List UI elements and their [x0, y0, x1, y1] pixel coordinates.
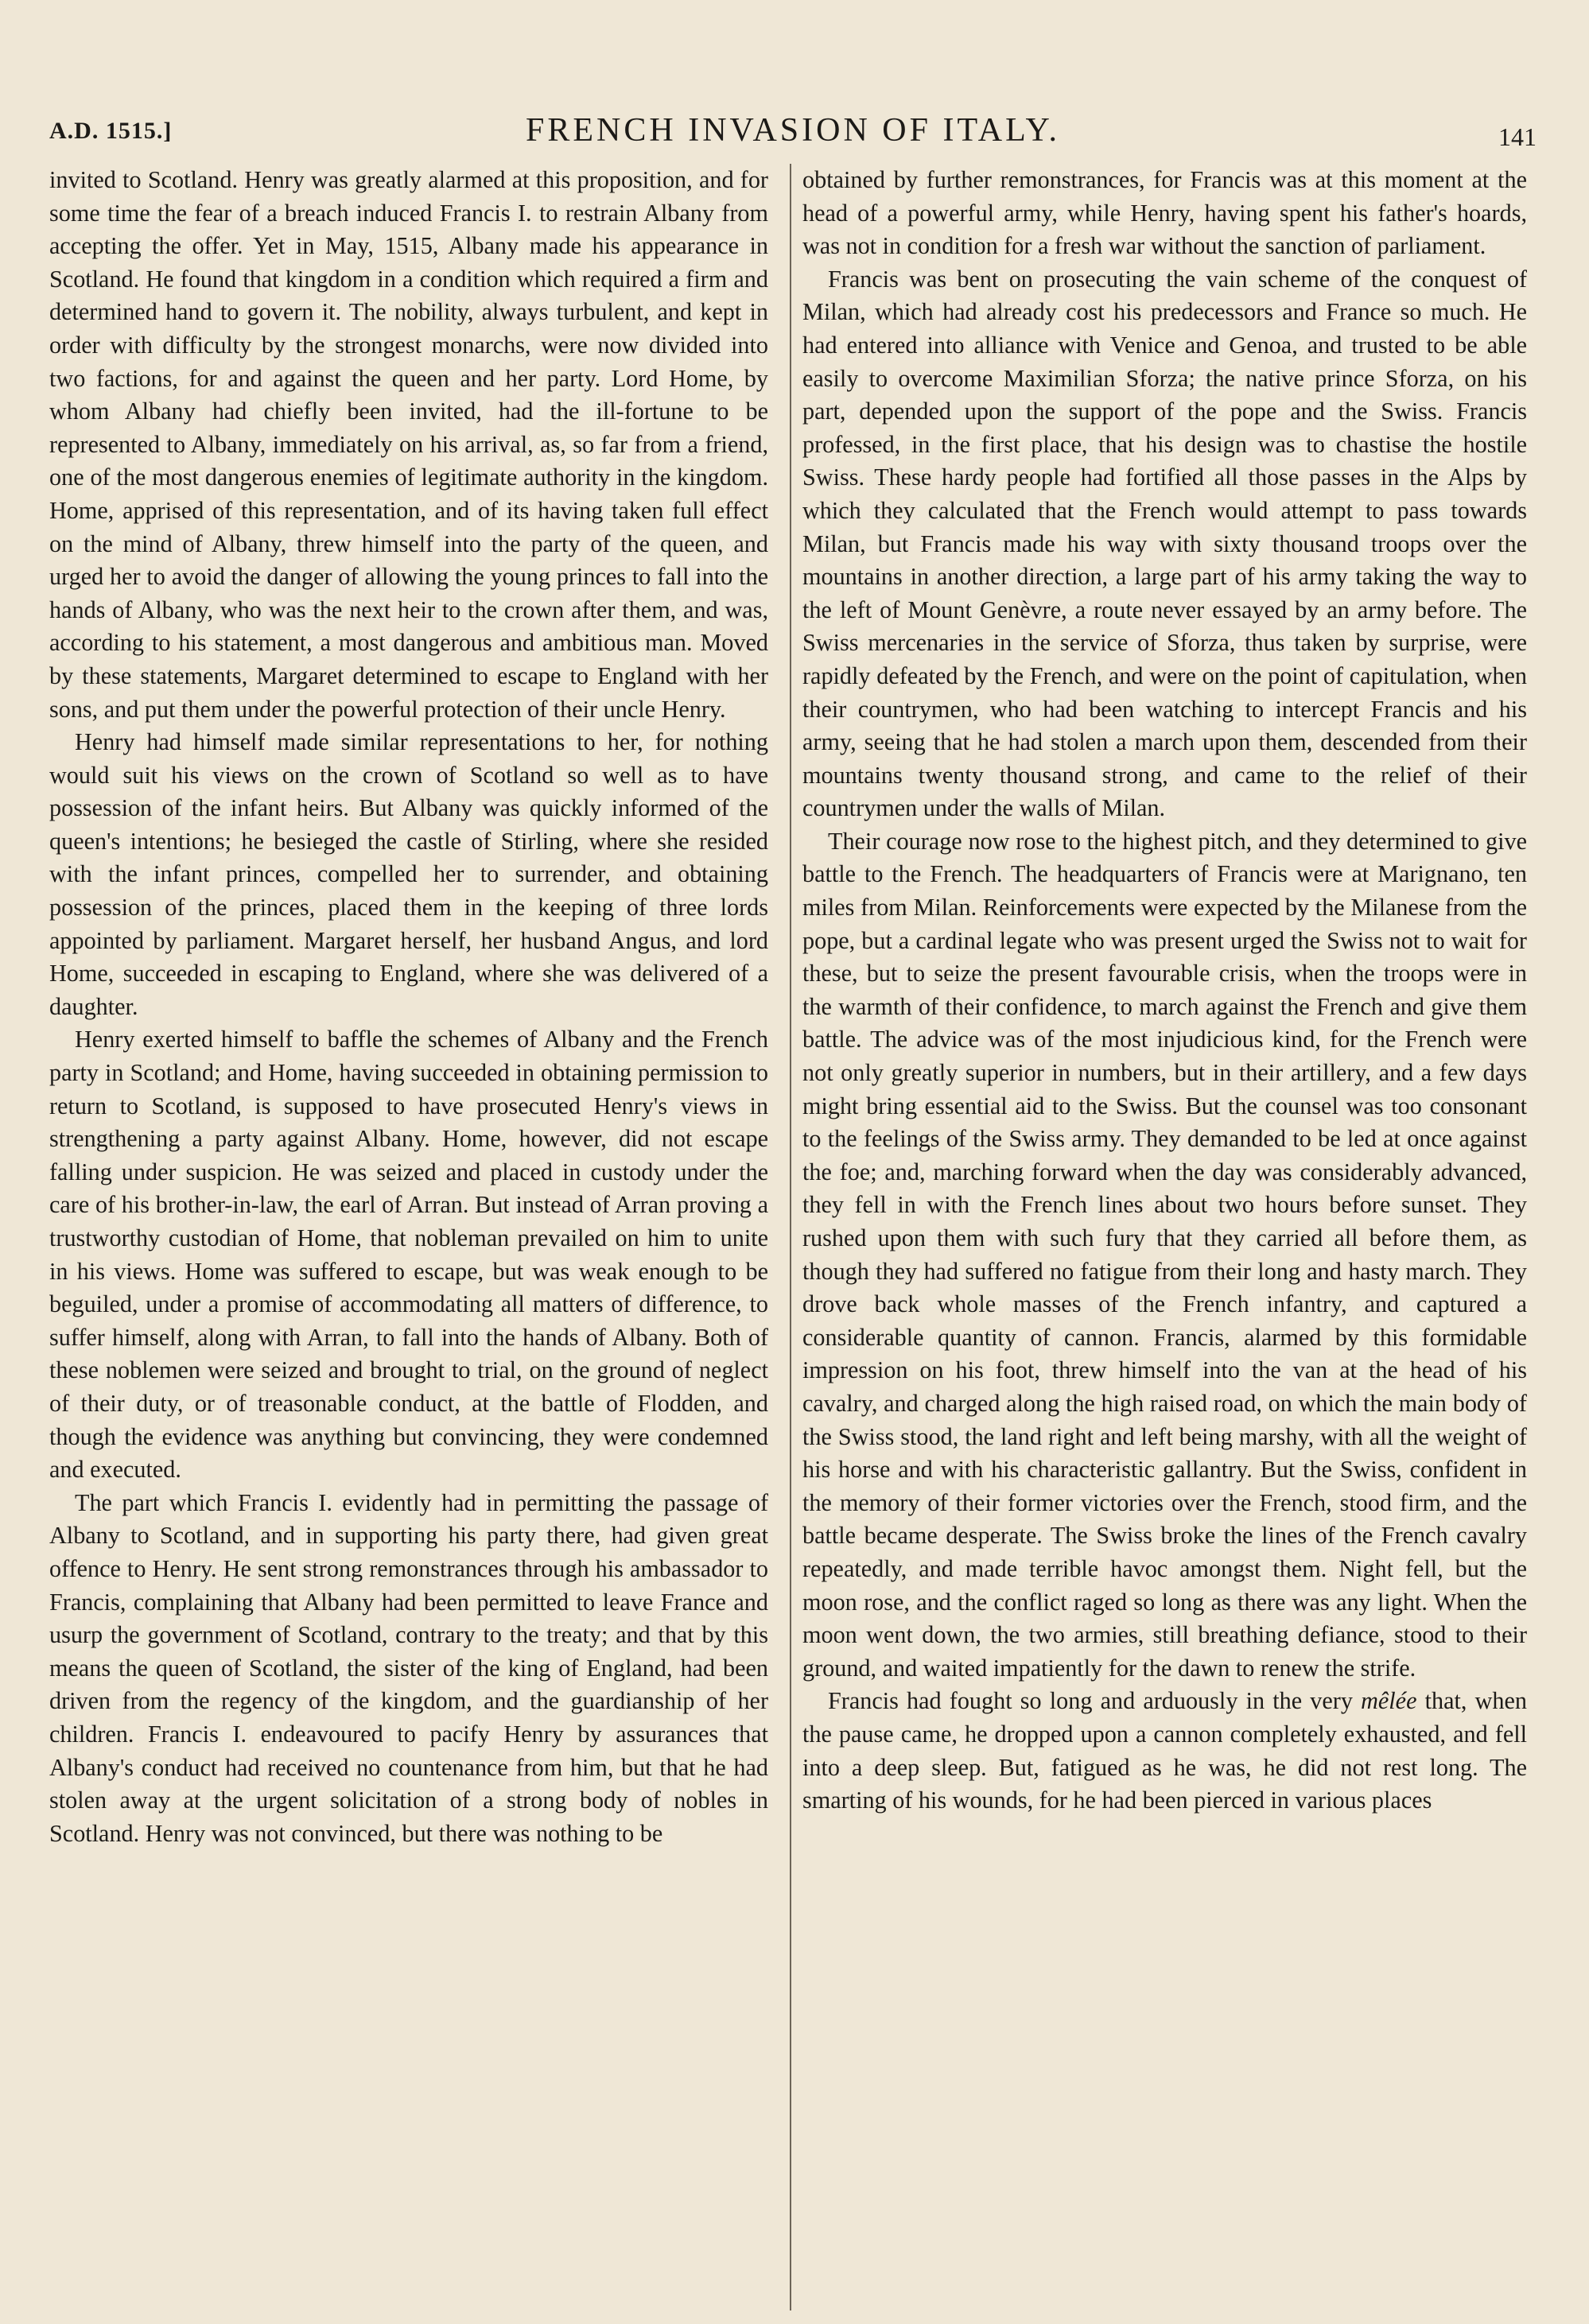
paragraph: invited to Scotland. Henry was greatly alarmed at this proposition, and for some time the fear of a breach induced Francis I. to restrain Albany from accepting the offer. Yet in May, 1515, Albany made his appearance in Scotland. He found that kingdom in a condition which required a firm and determined hand to govern it. The nobility, always turbulent, and kept in order with difficulty by the strongest monarchs, were now divided into two factions, for and against the queen and her party. Lord Home, by whom Albany had chiefly been invited, had the ill-fortune to be represented to Albany, immediately on his arrival, as, so far from a friend, one of the most dangerous enemies of legitimate authority in the kingdom. Home, apprised of this representation, and of its having taken full effect on the mind of Albany, threw himself into the party of the queen, and urged her to avoid the danger of allowing the young princes to fall into the hands of Albany, who was the next heir to the crown after them, and was, according to his statement, a most dangerous and ambitious man. Moved by these statements, Margaret determined to escape to England with her sons, and put them under the powerful protection of their uncle Henry.	[49, 166, 768, 723]
paragraph: Their courage now rose to the highest pitch, and they determined to give battle to the French. The headquarters of Francis were at Marignano, ten miles from Milan. Reinforcements were expected by the Milanese from the pope, but a cardinal legate who was present urged the Swiss not to wait for these, but to seize the present favourable crisis, when the troops were in the warmth of their confidence, to march against the French and give them battle. The advice was of the most injudicious kind, for the French were not only greatly superior in numbers, but in their artillery, and a few days might bring essential aid to the Swiss. But the counsel was too consonant to the feelings of the Swiss army. They demanded to be led at once against the foe; and, marching forward when the day was considerably advanced, they fell in with the French lines about two hours before sunset. They rushed upon them with such fury that they carried all before them, as though they had suffered no fatigue from their long and hasty march. They drove back whole masses of the French infantry, and captured a considerable quantity of cannon. Francis, alarmed by this formidable impression on his foot, threw himself into the van at the head of his cavalry, and charged along the high raised road, on which the main body of the Swiss stood, the land right and left being marshy, with all the weight of his horse and with his characteristic gallantry. But the Swiss, confident in the memory of their former victories over the French, stood firm, and the battle became desperate. The Swiss broke the lines of the French cavalry repeatedly, and made terrible havoc amongst them. Night fell, but the moon rose, and the conflict raged so long as there was any light. When the moon went down, the two armies, still breathing defiance, stood to their ground, and waited impatiently for the dawn to renew the strife.	[802, 827, 1527, 1682]
paragraph: Henry exerted himself to baffle the schemes of Albany and the French party in Scotland; and Home, having succeeded in obtaining permission to return to Scotland, is supposed to have prosecuted Henry's views in strengthening a party against Albany. Home, however, did not escape falling under suspicion. He was seized and placed in custody under the care of his brother-in-law, the earl of Arran. But instead of Arran proving a trustworthy custodian of Home, that nobleman prevailed on him to unite in his views. Home was suffered to escape, but was weak enough to be beguiled, under a promise of accommodating all matters of difference, to suffer himself, along with Arran, to fall into the hands of Albany. Both of these noblemen were seized and brought to trial, on the ground of neglect of their duty, or of treasonable conduct, at the battle of Flodden, and though the evidence was anything but convincing, they were condemned and executed.	[49, 1026, 768, 1484]
header-date: A.D. 1515.]	[49, 118, 173, 144]
paragraph-text: that, when the pause came, he dropped upon a cannon completely exhausted, and fell into a deep sleep. But, fatigued as he was, he did not rest long. The smarting of his wounds, for he had been pierced in various places	[802, 1687, 1527, 1814]
page-title: FRENCH INVASION OF ITALY.	[526, 112, 1060, 149]
right-column	[790, 164, 1527, 2310]
left-column	[49, 164, 768, 2310]
paragraph: obtained by further remonstrances, for Francis was at this moment at the head of a powerful army, while Henry, having spent his father's hoards, was not in condition for a fresh war without the sanction of parliament.	[802, 166, 1527, 260]
paragraph: The part which Francis I. evidently had in permitting the passage of Albany to Scotland, and in supporting his party there, had given great offence to Henry. He sent strong remonstrances through his ambassador to Francis, complaining that Albany had been permitted to leave France and usurp the government of Scotland, contrary to the treaty; and that by this means the queen of Scotland, the sister of the king of England, had been driven from the regency of the kingdom, and the guardianship of her children. Francis I. endeavoured to pacify Henry by assurances that Albany's conduct had received no countenance from him, but that he had stolen away at the urgent solicitation of a strong body of nobles in Scotland. Henry was not convinced, but there was nothing to be	[49, 1488, 768, 1847]
paragraph-text: Francis had fought so long and arduously in the very	[828, 1687, 1353, 1715]
page-number: 141	[1498, 122, 1537, 151]
paragraph	[802, 1685, 1527, 1817]
italic-term: mêlée	[1361, 1687, 1417, 1715]
paragraph: Henry had himself made similar representations to her, for nothing would suit his views on the crown of Scotland so well as to have possession of the infant heirs. But Albany was quickly informed of the queen's intentions; he besieged the castle of Stirling, where she resided with the infant princes, compelled her to surrender, and obtaining possession of the princes, placed them in the keeping of three lords appointed by parliament. Margaret herself, her husband Angus, and lord Home, succeeded in escaping to England, where she was delivered of a daughter.	[49, 728, 768, 1020]
running-header	[49, 111, 1537, 159]
paragraph: Francis was bent on prosecuting the vain scheme of the conquest of Milan, which had already cost his predecessors and France so much. He had entered into alliance with Venice and Genoa, and trusted to be able easily to overcome Maximilian Sforza; the native prince Sforza, on his part, depended upon the support of the pope and the Swiss. Francis professed, in the first place, that his design was to chastise the hostile Swiss. These hardy people had fortified all those passes in the Alps by which they calculated that the French would attempt to pass towards Milan, but Francis made his way with sixty thousand troops over the mountains in another direction, a large part of his army taking the way to the left of Mount Genèvre, a route never essayed by an army before. The Swiss mercenaries in the service of Sforza, thus taken by surprise, were rapidly defeated by the French, and were on the point of capitulation, when their countrymen, who had been watching to intercept Francis and his army, seeing that he had stolen a march upon them, descended from their mountains twenty thousand strong, and came to the relief of their countrymen under the walls of Milan.	[802, 265, 1527, 822]
